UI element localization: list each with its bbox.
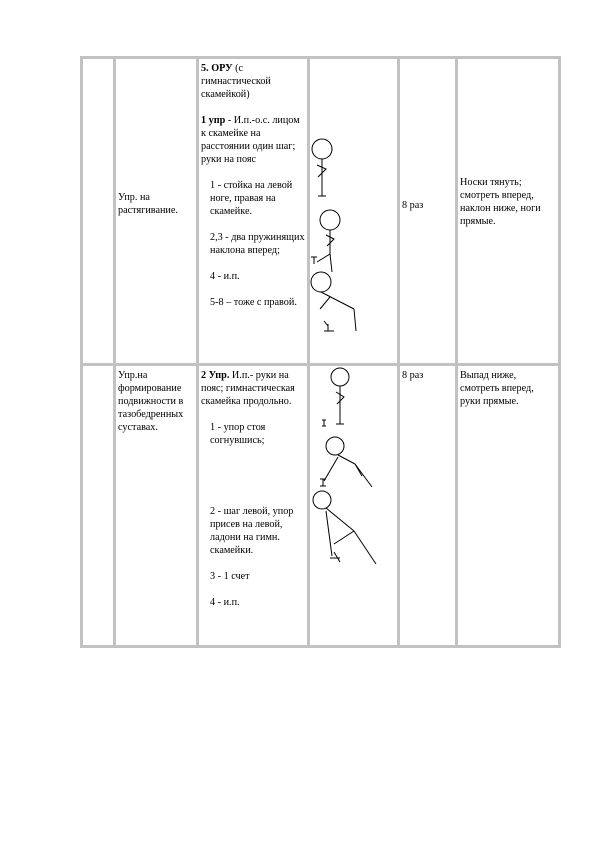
table-row — [82, 58, 560, 365]
stick-figure-illustration — [310, 366, 400, 646]
figure-cell — [309, 58, 399, 365]
step-item: 1 - стойка на левой ноге, правая на скамейке. — [210, 180, 293, 217]
step-intro: - И.п.-о.с. лицом к скамейке на расстоянии один шаг; руки на пояс — [201, 115, 300, 165]
stick-figure-leg-on-bench — [311, 210, 340, 272]
step-intro: И.п.- руки на пояс; гимнастическая скамейка продольно. — [201, 370, 295, 407]
row-index-cell — [82, 365, 115, 647]
step-item: 4 - и.п. — [210, 271, 240, 282]
figure-cell — [309, 365, 399, 647]
stick-figure-standing — [312, 139, 332, 196]
step-number: 1 упр — [201, 115, 226, 126]
step-item: 1 - упор стоя согнувшись; — [210, 422, 266, 446]
stick-figure-bend-forward — [311, 272, 356, 331]
purpose-text: Упр.на формирование подвижности в тазобедренных суставах. — [118, 370, 184, 433]
exercise-table — [80, 56, 561, 648]
step-item: 2 - шаг левой, упор присев на левой, ладони на гимн. скамейки. — [210, 506, 294, 556]
notes-text: Выпад ниже, смотреть вперед, руки прямые. — [460, 370, 534, 407]
step-item: 2,3 - два пружинящих наклона вперед; — [210, 232, 305, 256]
step-number: 2 Упр. — [201, 370, 230, 381]
stick-figure-lunge-squat — [313, 491, 376, 564]
dosage-text: 8 раз — [402, 199, 424, 211]
notes-text: Носки тянуть; смотреть вперед, наклон ниже, ноги прямые. — [460, 176, 541, 227]
notes-cell — [457, 58, 560, 365]
exercise-heading — [201, 62, 305, 101]
purpose-text: Упр. на растягивание. — [118, 191, 178, 216]
exercise-description-cell — [198, 365, 309, 647]
notes-cell — [457, 365, 560, 647]
exercise-number: 5. ОРУ — [201, 63, 233, 74]
dosage-cell — [399, 365, 457, 647]
step-item: 4 - и.п. — [210, 597, 240, 608]
purpose-cell — [115, 365, 198, 647]
exercise-intro — [201, 114, 305, 166]
stick-figure-illustration — [310, 59, 400, 359]
table-row — [82, 365, 560, 647]
stick-figure-standing-hands-on-waist — [322, 368, 349, 426]
stick-figure-support-standing-bent — [320, 437, 372, 487]
exercise-intro — [201, 369, 305, 408]
step-item: 3 - 1 счет — [210, 571, 250, 582]
row-index-cell — [82, 58, 115, 365]
exercise-description-cell — [198, 58, 309, 365]
exercise-title: (с гимнастической скамейкой) — [201, 63, 271, 100]
dosage-cell — [399, 58, 457, 365]
dosage-text: 8 раз — [402, 370, 424, 381]
purpose-cell — [115, 58, 198, 365]
step-item: 5-8 – тоже с правой. — [210, 297, 297, 308]
